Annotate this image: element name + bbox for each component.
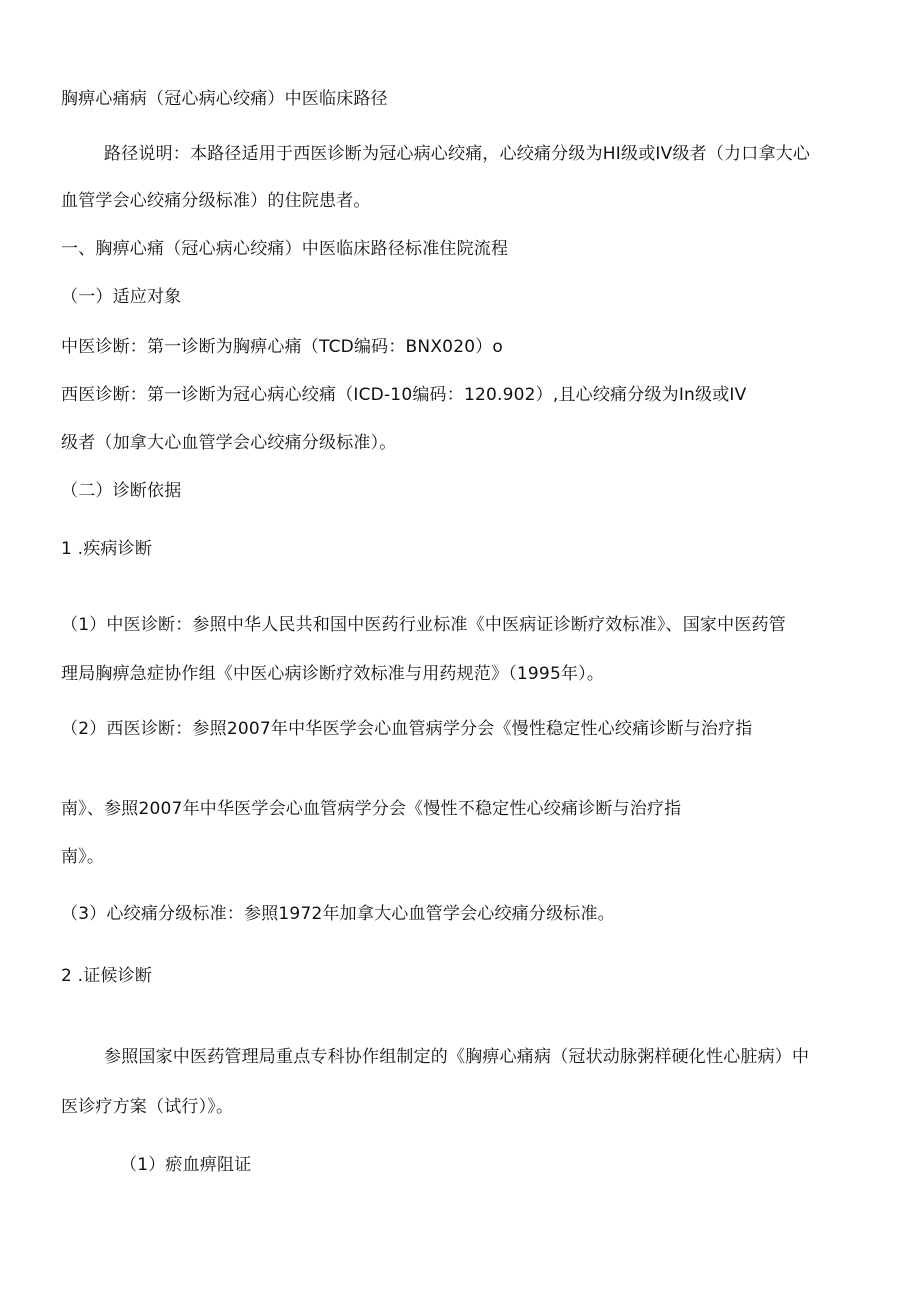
western-diagnosis-line-2: 级者（加拿大心血管学会心绞痛分级标准）。 <box>61 433 397 453</box>
western-diagnosis-line-1: 西医诊断：第一诊断为冠心病心绞痛（ICD-10编码：120.902）,且心绞痛分级为In级或IV <box>61 385 747 405</box>
item-2-heading: 2 .证候诊断 <box>61 966 153 986</box>
item-1-2-line-1: （2）西医诊断：参照2007年中华医学会心血管病学分会《慢性稳定性心绞痛诊断与治疗指 <box>61 719 753 739</box>
item-1-heading: 1 .疾病诊断 <box>61 539 153 559</box>
description-line-2: 血管学会心绞痛分级标准）的住院患者。 <box>61 191 371 211</box>
item-1-2-line-2: 南》、参照2007年中华医学会心血管病学分会《慢性不稳定性心绞痛诊断与治疗指 <box>61 799 682 819</box>
item-1-1-line-2: 理局胸痹急症协作组《中医心病诊断疗效标准与用药规范》（1995年）。 <box>61 664 605 684</box>
item-1-1-line-1: （1）中医诊断：参照中华人民共和国中医药行业标准《中医病证诊断疗效标准》、国家中医药管 <box>61 615 786 635</box>
item-1-2-line-3: 南》。 <box>61 847 105 867</box>
item-2-1-text: （1）瘀血痹阻证 <box>120 1155 252 1175</box>
item-2-text-line-1: 参照国家中医药管理局重点专科协作组制定的《胸痹心痛病（冠状动脉粥样硬化性心脏病）中 <box>104 1047 810 1067</box>
subsection-2-heading: （二）诊断依据 <box>61 481 182 501</box>
description-line-1: 路径说明：本路径适用于西医诊断为冠心病心绞痛，心绞痛分级为HI级或IV级者（力口拿大心 <box>104 144 811 164</box>
section-1-heading: 一、胸痹心痛（冠心病心绞痛）中医临床路径标准住院流程 <box>61 239 509 259</box>
item-1-3-text: （3）心绞痛分级标准：参照1972年加拿大心血管学会心绞痛分级标准。 <box>61 904 615 924</box>
item-2-text-line-2: 医诊疗方案（试行）》。 <box>61 1097 234 1117</box>
tcm-diagnosis-text: 中医诊断：第一诊断为胸痹心痛（TCD编码：BNX020）o <box>61 337 504 357</box>
subsection-1-heading: （一）适应对象 <box>61 287 182 307</box>
document-title: 胸痹心痛病（冠心病心绞痛）中医临床路径 <box>61 89 388 109</box>
